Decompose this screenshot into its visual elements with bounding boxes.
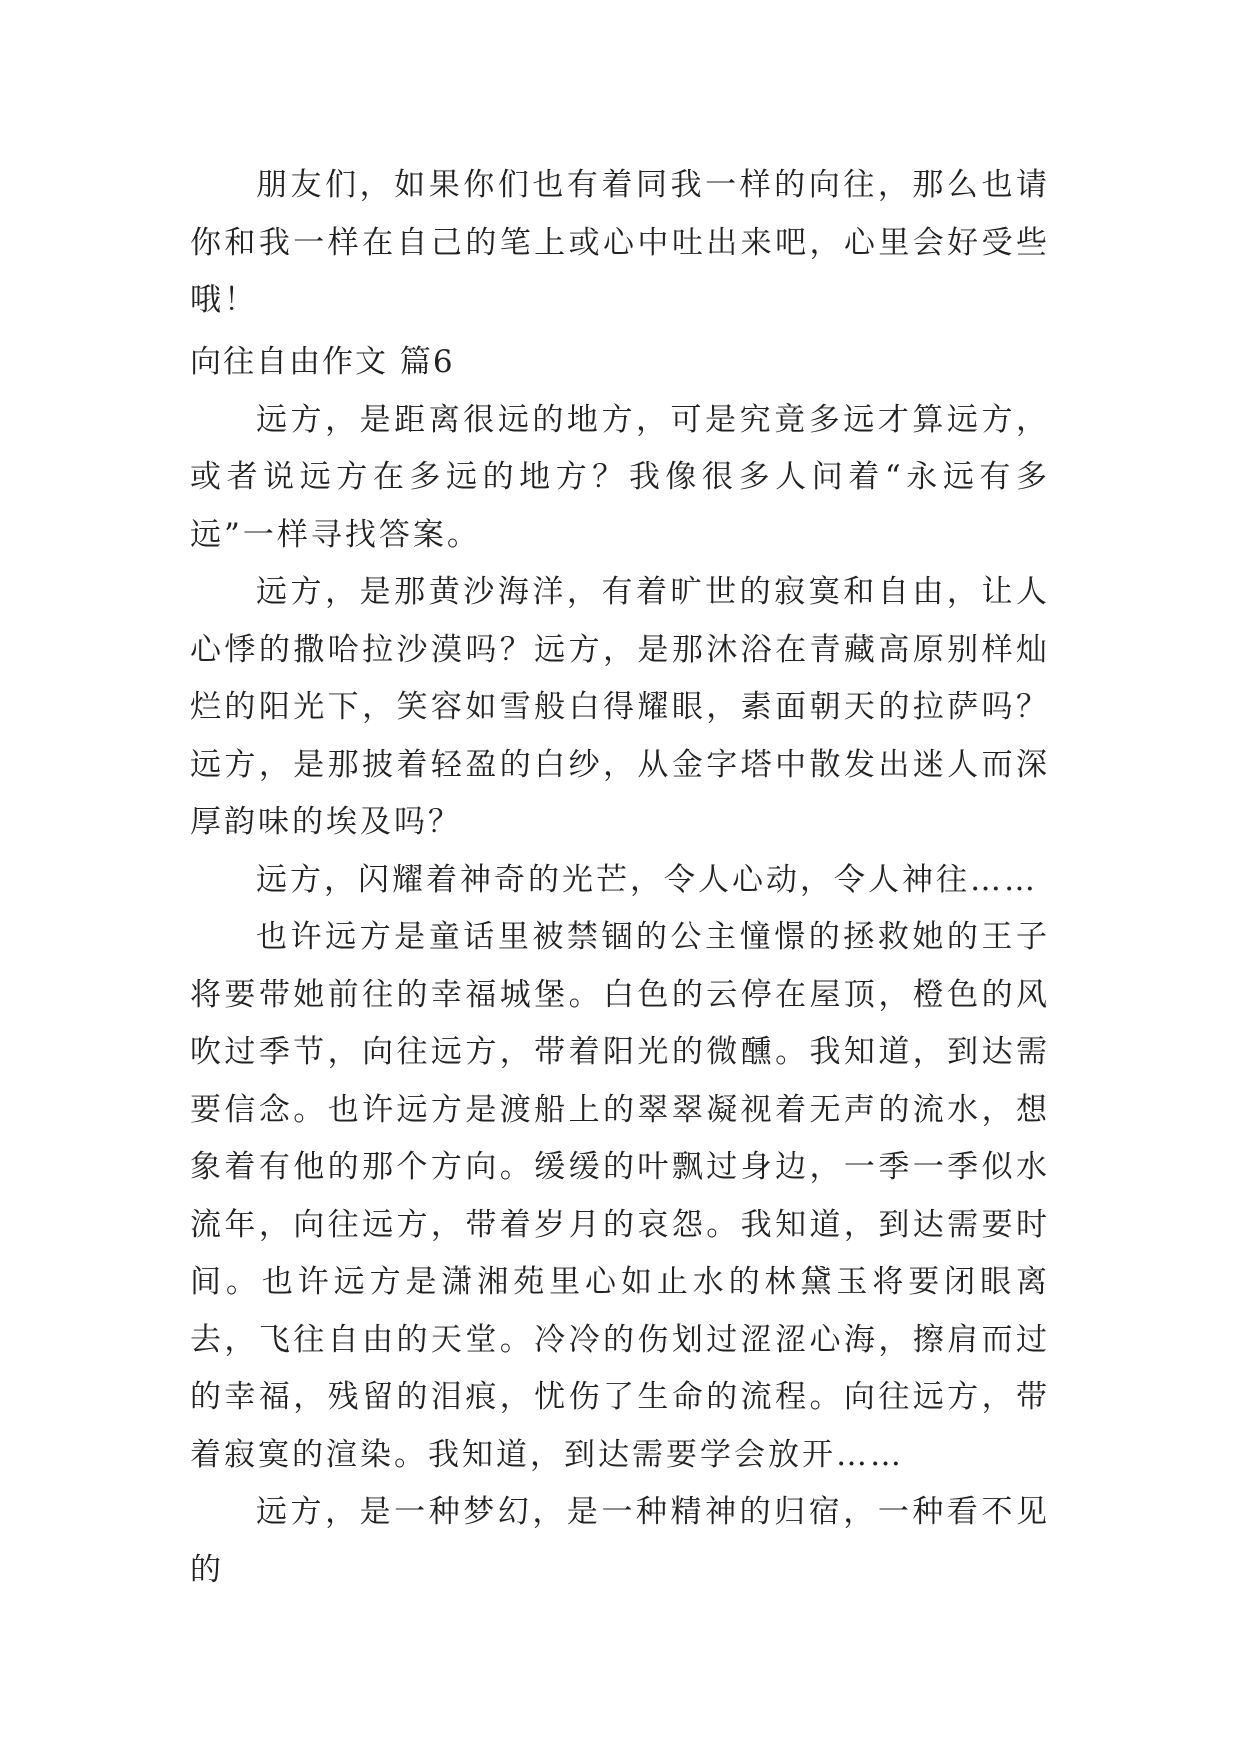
section-title: 向往自由作文 篇6 — [190, 344, 455, 380]
paragraph: 远方，是一种梦幻，是一种精神的归宿，一种看不见的 — [190, 1494, 1050, 1588]
paragraph: 朋友们，如果你们也有着同我一样的向往，那么也请你和我一样在自己的笔上或心中吐出来吧，心里会好受些哦！ — [190, 167, 1050, 318]
paragraph: 也许远方是童话里被禁锢的公主憧憬的拯救她的王子将要带她前往的幸福城堡。白色的云停在屋顶，橙色的风吹过季节，向往远方，带着阳光的微醺。我知道，到达需要信念。也许远方是渡船上的翠翠凝视着无声的流水，想象着有他的那个方向。缓缓的叶飘过身边，一季一季似水流年，向往远方，带着岁月的哀怨。我知道，到达需要时间。也许远方是潇湘苑里心如止水的林黛玉将要闭眼离去，飞往自由的天堂。冷冷的伤划过涩涩心海，擦肩而过的幸福，残留的泪痕，忧伤了生命的流程。向往远方，带着寂寞的渲染。我知道，到达需要学会放开…… — [190, 919, 1050, 1473]
paragraph: 远方，是那黄沙海洋，有着旷世的寂寞和自由，让人心悸的撒哈拉沙漠吗？远方，是那沐浴在青藏高原别样灿烂的阳光下，笑容如雪般白得耀眼，素面朝天的拉萨吗？远方，是那披着轻盈的白纱，从金字塔中散发出迷人而深厚韵味的埃及吗？ — [190, 574, 1050, 840]
paragraph: 远方，闪耀着神奇的光芒，令人心动，令人神往…… — [256, 861, 1038, 898]
opening-text-block — [190, 157, 1050, 330]
paragraph: 远方，是距离很远的地方，可是究竟多远才算远方，或者说远方在多远的地方？我像很多人问着“永远有多远”一样寻找答案。 — [190, 401, 1050, 553]
essay-section — [190, 334, 1050, 1599]
